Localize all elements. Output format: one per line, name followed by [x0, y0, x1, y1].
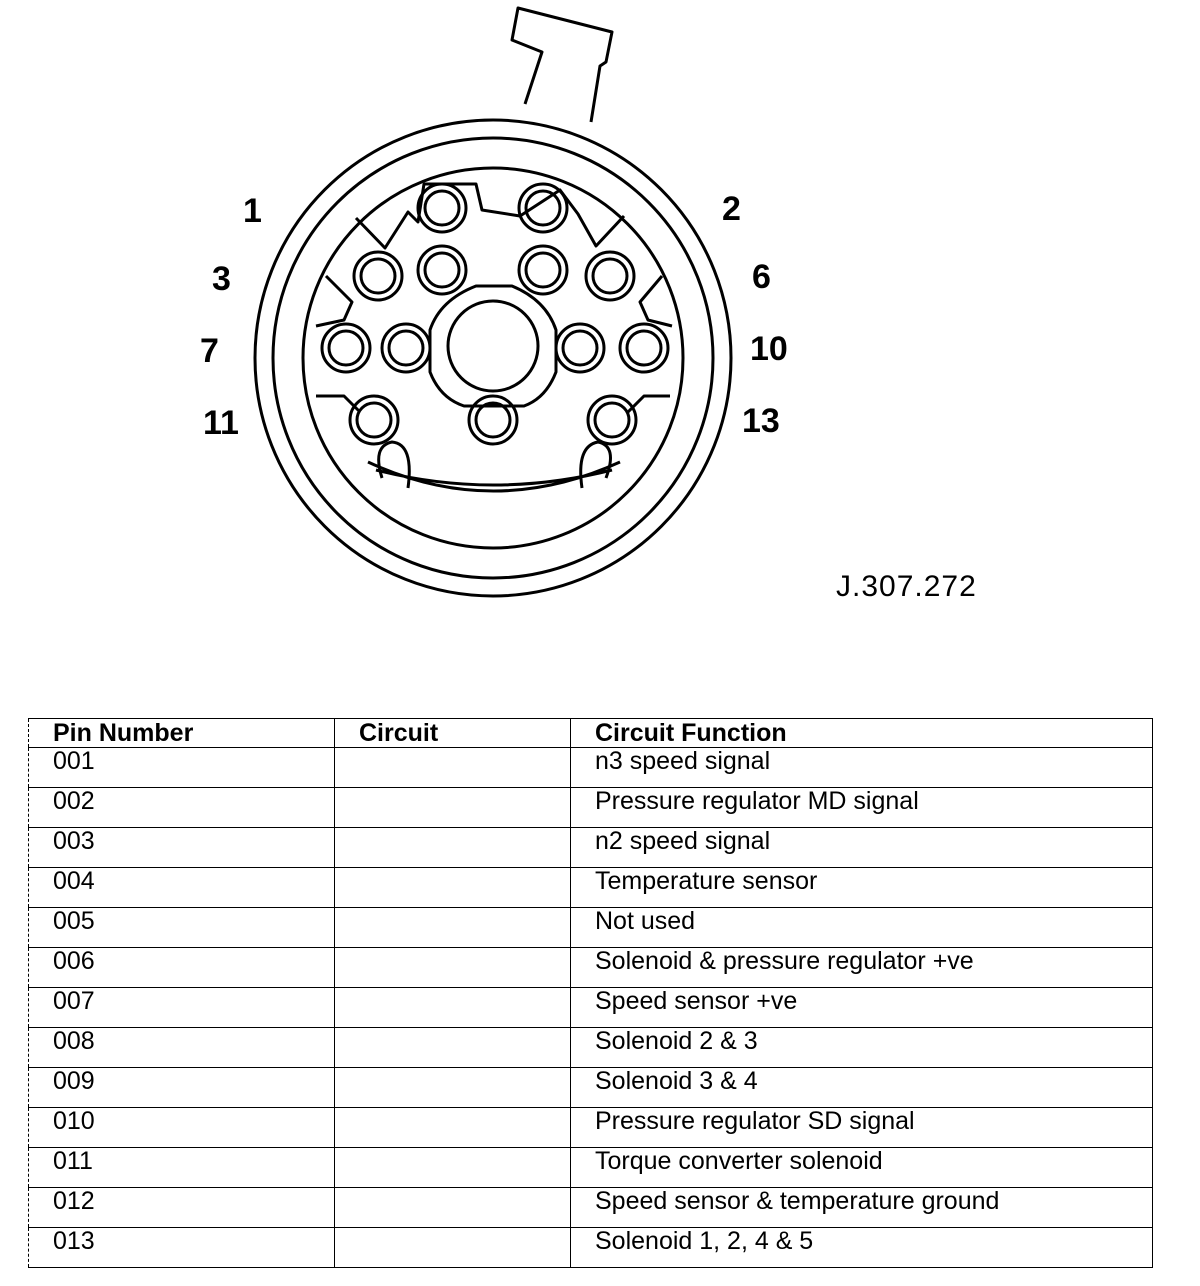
circuit-cell [335, 788, 571, 828]
table-row [29, 868, 1153, 908]
circuit-cell [335, 868, 571, 908]
pin-function-table [28, 718, 1153, 1268]
circuit-function-cell: Speed sensor & temperature ground [571, 1188, 1153, 1228]
circuit-cell [335, 948, 571, 988]
header-circuit-function: Circuit Function [571, 719, 1153, 748]
table-row [29, 908, 1153, 948]
circuit-cell [335, 1228, 571, 1268]
table-row [29, 1228, 1153, 1268]
circuit-cell [335, 828, 571, 868]
table-row [29, 1148, 1153, 1188]
circuit-function-cell: Pressure regulator SD signal [571, 1108, 1153, 1148]
pin-number-cell: 010 [29, 1108, 335, 1148]
pin-socket [519, 246, 567, 294]
pin-label-7: 7 [200, 332, 219, 370]
pin-socket [556, 324, 604, 372]
pin-label-6: 6 [752, 258, 771, 296]
pin-label-10: 10 [750, 330, 788, 368]
pin-socket-hole [389, 331, 423, 365]
pin-number-cell: 013 [29, 1228, 335, 1268]
pin-socket [418, 184, 466, 232]
pin-socket-hole [476, 403, 510, 437]
table-row [29, 988, 1153, 1028]
pin-socket [354, 252, 402, 300]
pin-socket [620, 324, 668, 372]
pin-number-cell: 012 [29, 1188, 335, 1228]
pin-socket-hole [593, 259, 627, 293]
circuit-function-cell: Solenoid 3 & 4 [571, 1068, 1153, 1108]
pin-socket-hole [627, 331, 661, 365]
pin-socket [322, 324, 370, 372]
table-row [29, 748, 1153, 788]
circuit-function-cell: Solenoid 2 & 3 [571, 1028, 1153, 1068]
circuit-cell [335, 1188, 571, 1228]
pin-number-cell: 007 [29, 988, 335, 1028]
table-row [29, 828, 1153, 868]
pin-number-cell: 011 [29, 1148, 335, 1188]
table-row [29, 948, 1153, 988]
pin-socket-hole [425, 253, 459, 287]
pin-socket [350, 396, 398, 444]
table-row [29, 1108, 1153, 1148]
circuit-function-cell: Solenoid 1, 2, 4 & 5 [571, 1228, 1153, 1268]
pin-socket-hole [361, 259, 395, 293]
circuit-function-cell: n3 speed signal [571, 748, 1153, 788]
table-row [29, 788, 1153, 828]
circuit-cell [335, 748, 571, 788]
pin-number-cell: 004 [29, 868, 335, 908]
circuit-function-cell: n2 speed signal [571, 828, 1153, 868]
diagram-reference-code: J.307.272 [836, 570, 977, 603]
table-row [29, 1188, 1153, 1228]
table-header-row [29, 719, 1153, 748]
pin-socket-hole [526, 253, 560, 287]
circuit-cell [335, 1068, 571, 1108]
circuit-cell [335, 1028, 571, 1068]
pin-socket [519, 184, 567, 232]
pin-socket-hole [563, 331, 597, 365]
header-pin-number: Pin Number [29, 719, 335, 748]
pin-socket [382, 324, 430, 372]
circuit-cell [335, 988, 571, 1028]
pin-number-cell: 006 [29, 948, 335, 988]
pin-socket-hole [425, 191, 459, 225]
circuit-function-cell: Pressure regulator MD signal [571, 788, 1153, 828]
pin-number-cell: 005 [29, 908, 335, 948]
connector-middle-ring [273, 138, 713, 578]
pin-label-1: 1 [243, 192, 262, 230]
circuit-cell [335, 1108, 571, 1148]
pin-number-cell: 002 [29, 788, 335, 828]
pin-label-13: 13 [742, 402, 780, 440]
connector-center-hole [448, 301, 538, 391]
connector-left-key [379, 442, 410, 488]
pin-number-cell: 008 [29, 1028, 335, 1068]
table-row [29, 1028, 1153, 1068]
circuit-function-cell: Not used [571, 908, 1153, 948]
connector-diagram [0, 0, 1200, 640]
pin-socket [586, 252, 634, 300]
pin-number-cell: 003 [29, 828, 335, 868]
pin-number-cell: 009 [29, 1068, 335, 1108]
pin-label-3: 3 [212, 260, 231, 298]
pin-socket [469, 396, 517, 444]
pin-label-11: 11 [203, 404, 239, 442]
circuit-function-cell: Torque converter solenoid [571, 1148, 1153, 1188]
pin-number-cell: 001 [29, 748, 335, 788]
connector-locking-tab [512, 8, 612, 122]
pin-socket [588, 396, 636, 444]
circuit-function-cell: Solenoid & pressure regulator +ve [571, 948, 1153, 988]
table-row [29, 1068, 1153, 1108]
connector-right-key [581, 442, 611, 488]
circuit-function-cell: Speed sensor +ve [571, 988, 1153, 1028]
pin-socket-hole [329, 331, 363, 365]
pin-label-2: 2 [722, 190, 741, 228]
circuit-cell [335, 908, 571, 948]
pin-socket-hole [357, 403, 391, 437]
circuit-function-cell: Temperature sensor [571, 868, 1153, 908]
header-circuit: Circuit [335, 719, 571, 748]
pin-socket [418, 246, 466, 294]
circuit-cell [335, 1148, 571, 1188]
pin-socket-hole [595, 403, 629, 437]
connector-outer-ring [255, 120, 731, 596]
